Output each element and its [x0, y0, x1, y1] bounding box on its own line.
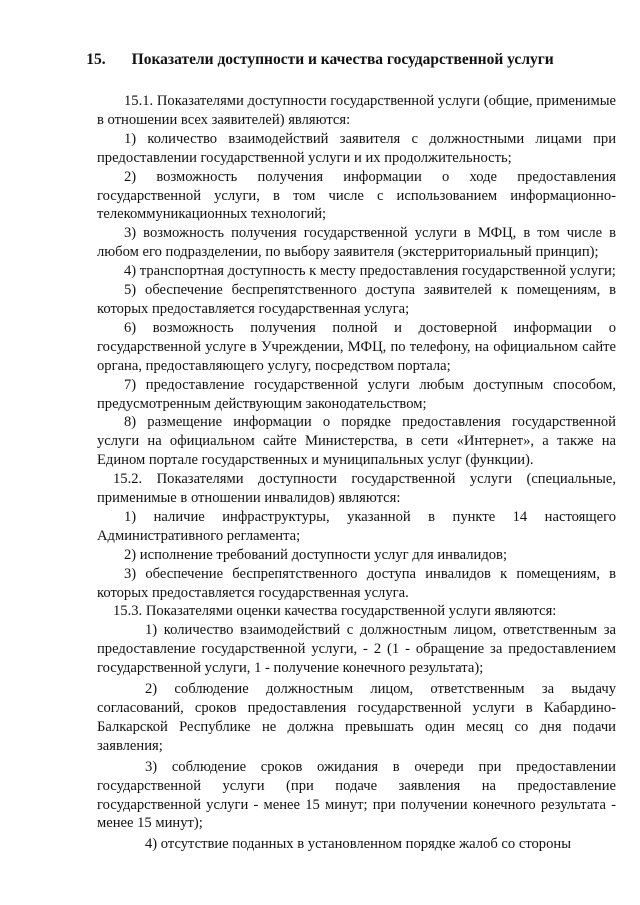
- document-body: [97, 92, 616, 854]
- paragraph-15-2: 15.2. Показателями доступности государственной услуги (специальные, применимые в отношении инвалидов) являются:: [97, 471, 616, 507]
- section-number: 15.: [86, 51, 106, 68]
- list-item: 6) возможность получения полной и достоверной информации о государственной услуге в Учреждении, МФЦ, по телефону, на официальном сайте органа, предоставляющего услугу, посредством портала;: [97, 319, 616, 374]
- list-item: 2) соблюдение должностным лицом, ответственным за выдачу согласований, сроков предоставления государственной услуги в Кабардино-Балкарской Республике не должна превышать один месяц со дня подачи заявления;: [97, 681, 616, 754]
- paragraph-15-1: 15.1. Показателями доступности государственной услуги (общие, применимые в отношении всех заявителей) являются:: [97, 93, 616, 128]
- list-item: 3) возможность получения государственной услуги в МФЦ, в том числе в любом его подразделении, по выбору заявителя (экстерриториальный принцип);: [97, 225, 616, 261]
- section-title: Показатели доступности и качества государственной услуги: [131, 51, 554, 68]
- list-item: 2) возможность получения информации о ходе предоставления государственной услуги, в том числе с использованием информационно-телекоммуникационных технологий;: [97, 168, 616, 223]
- list-item: 8) размещение информации о порядке предоставления государственной услуги на официальном сайте Министерства, в сети «Интернет», а также на Едином портале государственных и муниципальных услуг (функции).: [97, 414, 616, 469]
- list-item: 5) обеспечение беспрепятственного доступа заявителей к помещениям, в которых предоставляется государственная услуга;: [97, 282, 616, 317]
- list-item: 1) наличие инфраструктуры, указанной в пункте 14 настоящего Административного регламента;: [97, 508, 616, 544]
- list-item: 1) количество взаимодействий с должностным лицом, ответственным за предоставление государственной услуги, - 2 (1 - обращение за предоставлением государственной услуги, 1 - получение конечного результата);: [97, 622, 616, 677]
- list-item: 3) обеспечение беспрепятственного доступа инвалидов к помещениям, в которых предоставляется государственная услуга.: [97, 565, 616, 601]
- list-item: 4) отсутствие поданных в установленном порядке жалоб со стороны: [145, 836, 572, 853]
- list-item: 2) исполнение требований доступности услуг для инвалидов;: [124, 546, 508, 563]
- list-item: 3) соблюдение сроков ожидания в очереди при предоставлении государственной услуги (при подаче заявления на предоставление государственной услуги - менее 15 минут; при получении конечного результата - менее 15 минут);: [97, 758, 616, 832]
- list-item: 7) предоставление государственной услуги любым доступным способом, предусмотренным действующим законодательством;: [97, 376, 616, 412]
- paragraph-15-3: 15.3. Показателями оценки качества государственной услуги являются:: [113, 603, 557, 620]
- list-item: 1) количество взаимодействий заявителя с должностными лицами при предоставлении государственной услуги и их продолжительность;: [97, 130, 616, 166]
- section-heading: [0, 50, 640, 70]
- list-item: 4) транспортная доступность к месту предоставления государственной услуги;: [124, 263, 616, 280]
